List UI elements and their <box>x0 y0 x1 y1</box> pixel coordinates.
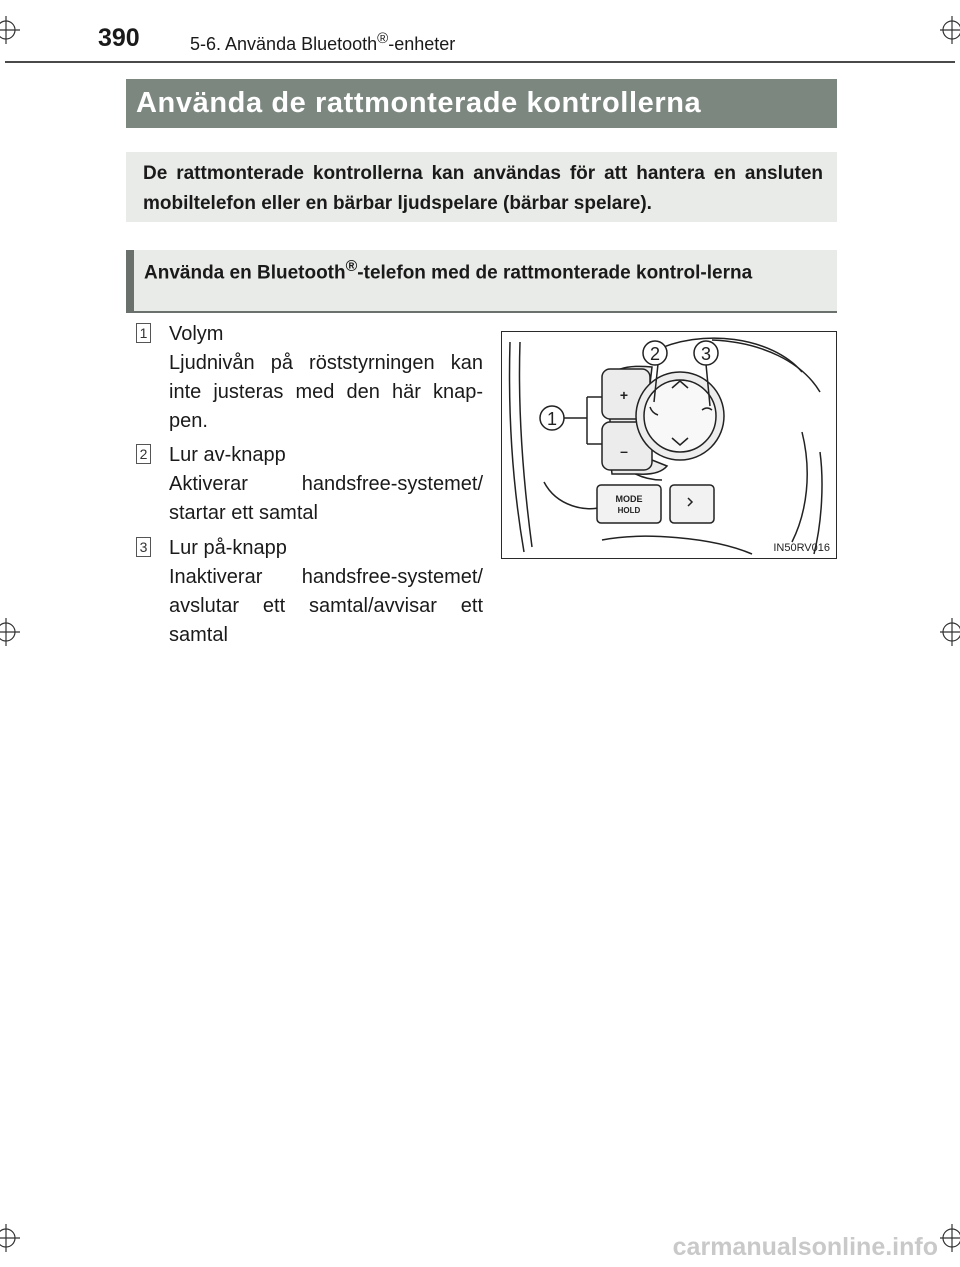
item-description: Inaktiverar handsfree-systemet/ avslutar ett samtal/avvisar ett samtal <box>169 566 483 646</box>
page-title: Använda de rattmonterade kontrollerna <box>126 79 837 128</box>
callout-1: 1 <box>546 409 558 429</box>
callout-3: 3 <box>700 344 712 364</box>
page-number: 390 <box>98 24 140 52</box>
steering-controls-illustration <box>501 331 837 559</box>
item-title: Lur på-knapp <box>169 537 287 559</box>
volume-plus-label: + <box>619 387 629 403</box>
list-item <box>136 320 483 436</box>
item-title: Lur av-knapp <box>169 444 286 466</box>
item-number-badge: 1 <box>136 323 151 343</box>
list-item <box>136 441 483 528</box>
item-number-badge: 3 <box>136 537 151 557</box>
item-number-badge: 2 <box>136 444 151 464</box>
header-divider <box>5 61 955 63</box>
item-description: Aktiverar handsfree-systemet/ startar ett samtal <box>169 473 483 524</box>
mode-label: MODE <box>615 494 643 504</box>
item-title: Volym <box>169 323 224 345</box>
steering-wheel-drawing <box>502 332 836 558</box>
running-header: 5-6. Använda Bluetooth®-enheter <box>190 30 456 54</box>
hold-label: HOLD <box>617 506 641 515</box>
volume-minus-label: – <box>620 443 628 459</box>
intro-paragraph: De rattmonterade kontrollerna kan användas för att hantera en ansluten mobiltelefon eller en bärbar ljudspelare (bärbar spelare). <box>126 152 837 222</box>
callout-2: 2 <box>649 344 661 364</box>
section-heading: Använda en Bluetooth®-telefon med de rattmonterade kontrol-lerna <box>126 250 837 313</box>
figure-code: IN50RV016 <box>773 542 830 554</box>
watermark: carmanualsonline.info <box>672 1233 938 1261</box>
list-item <box>136 534 483 650</box>
item-description: Ljudnivån på röststyrningen kan inte justeras med den här knap-pen. <box>169 352 483 432</box>
